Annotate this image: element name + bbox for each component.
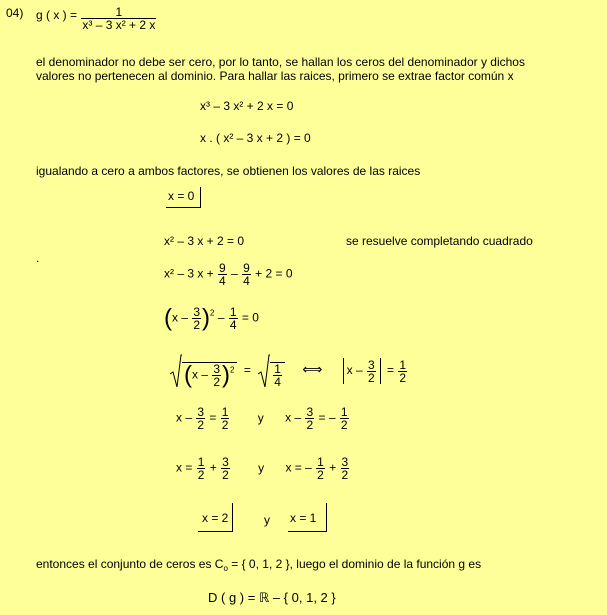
eq4-f2-num: 9 [243,261,250,275]
eq6-fraction1 [212,363,221,388]
eq5-exponent: 2 [210,308,215,318]
eq7-b-f1-num: 3 [306,405,314,419]
eq8-b-f1-num: 1 [317,455,324,469]
conclusion-text-after: = { 0, 1, 2 }, luego el dominio de la función g es [227,557,482,571]
problem-number: 04) [6,6,24,20]
eq7-b-eq: = – [318,410,336,425]
iff-arrow-icon: ⟺ [302,361,323,378]
root-two-box [198,503,233,532]
eq7-a-f2-den: 2 [221,418,229,432]
eq5-fraction2 [229,306,238,331]
eq6-f4-num: 1 [399,357,407,372]
eq6-abs-inner: x – [346,363,363,378]
root-one: x = 1 [290,511,317,525]
eq8-b-fraction2 [341,456,350,481]
equation-complete-square [164,262,293,287]
conclusion-line [36,557,481,571]
equation-cubic: x³ – 3 x² + 2 x = 0 [200,99,294,113]
function-numerator: 1 [115,5,123,19]
eq7-b-fraction1 [305,406,314,431]
conclusion-subscript: o [223,564,228,573]
radical-icon [258,354,270,388]
eq7-b-fraction2 [340,406,349,431]
eq6-inner: x – [192,367,209,382]
equation-quadratic: x² – 3 x + 2 = 0 [164,234,245,248]
eq6-fraction3 [367,359,376,384]
eq8-and: y [258,460,265,475]
eq8-a-f1-den: 2 [197,468,205,482]
domain-result: D ( g ) = ℝ – { 0, 1, 2 } [208,590,336,605]
eq6-f1-den: 2 [213,375,221,389]
eq8-b-fraction1 [316,456,325,481]
roots-and: y [264,513,270,527]
equation-square-root [170,354,408,388]
eq6-f2-den: 4 [274,375,281,389]
eq6-f1-num: 3 [213,362,221,376]
eq7-a-fraction1 [196,406,205,431]
eq6-f3-num: 3 [368,357,375,372]
function-definition [36,6,157,31]
eq5-f1-num: 3 [193,305,201,319]
root-two: x = 2 [202,511,229,525]
eq7-a-lhs: x – [176,410,193,425]
eq4-fraction2 [242,262,251,287]
eq7-a-f1-num: 3 [197,405,205,419]
eq5-f2-num: 1 [229,305,237,319]
eq4-fraction1 [218,262,227,287]
eq5-rhs: = 0 [241,310,259,325]
equation-two-cases [176,406,350,431]
left-paren: ( [184,361,192,389]
equation-square-form [164,306,259,331]
eq7-b-f1-den: 2 [306,418,314,432]
conclusion-text-before: entonces el conjunto de ceros es C [36,557,224,571]
eq4-rhs: + 2 = 0 [255,266,293,281]
eq6-eq2: = [387,363,395,378]
function-fraction [81,6,156,31]
function-lhs: g ( x ) = [36,8,78,22]
eq8-b-f2-den: 2 [341,468,349,482]
equation-two-solutions [176,456,350,481]
eq8-a-f2-den: 2 [222,468,229,482]
eq7-a-fraction2 [221,406,230,431]
eq7-a-f2-num: 1 [221,405,229,419]
eq6-f3-den: 2 [368,370,375,385]
radical-icon [170,354,182,388]
eq6-fraction4 [398,359,407,384]
eq6-f2-num: 1 [274,362,281,376]
eq8-b-f1-den: 2 [317,468,324,482]
eq5-minus: – [217,310,225,325]
abs-bar-right [380,358,381,384]
eq4-mid: – [231,266,238,281]
root-one-box [288,503,327,532]
eq8-b-plus: + [329,460,337,475]
eq6-eq: = [243,363,251,378]
note-complete-square: se resuelve completando cuadrado [346,234,533,248]
paragraph2: igualando a cero a ambos factores, se obtienen los valores de las raices [36,164,421,178]
eq5-inner: x – [172,310,189,325]
eq8-a-fraction2 [221,456,230,481]
abs-bar-left [343,358,344,384]
right-paren: ) [222,361,231,389]
root-zero: x = 0 [168,189,195,203]
function-denominator: x³ – 3 x² + 2 x [82,18,156,32]
eq8-a-fraction1 [197,456,206,481]
right-paren: ) [202,304,211,332]
eq8-a-plus: + [209,460,217,475]
eq7-b-f2-den: 2 [340,418,348,432]
eq8-b-lhs: x = – [285,460,312,475]
eq8-a-lhs: x = [176,460,193,475]
eq4-lhs: x² – 3 x + [164,266,214,281]
left-paren: ( [164,304,172,332]
sqrt-left [170,354,237,388]
eq8-b-f2-num: 3 [341,455,349,469]
eq7-b-lhs: x – [285,410,302,425]
eq7-a-eq: = [209,410,217,425]
paragraph1-line2: valores no pertenecen al dominio. Para hallar las raices, primero se extrae factor común x [36,69,514,83]
eq7-a-f1-den: 2 [197,418,205,432]
eq4-f2-den: 4 [243,274,250,288]
stray-dot: . [36,251,40,265]
eq8-a-f1-num: 1 [197,455,205,469]
eq4-f1-num: 9 [219,261,226,275]
paragraph1-line1: el denominador no debe ser cero, por lo tanto, se hallan los ceros del denominador y dichos [36,55,525,69]
radicand-right [270,362,285,388]
eq5-f2-den: 4 [229,318,237,332]
eq7-and: y [257,410,264,425]
eq5-fraction1 [192,306,201,331]
eq5-f1-den: 2 [193,318,201,332]
sqrt-right [258,354,285,388]
eq8-a-f2-num: 3 [222,455,229,469]
eq4-f1-den: 4 [219,274,226,288]
root-zero-box [166,187,201,208]
eq6-f4-den: 2 [399,370,407,385]
eq6-exponent: 2 [230,365,235,375]
eq6-fraction2 [273,363,282,388]
eq7-b-f2-num: 1 [340,405,348,419]
equation-factored: x . ( x² – 3 x + 2 ) = 0 [200,131,311,145]
radicand-left [182,362,237,388]
